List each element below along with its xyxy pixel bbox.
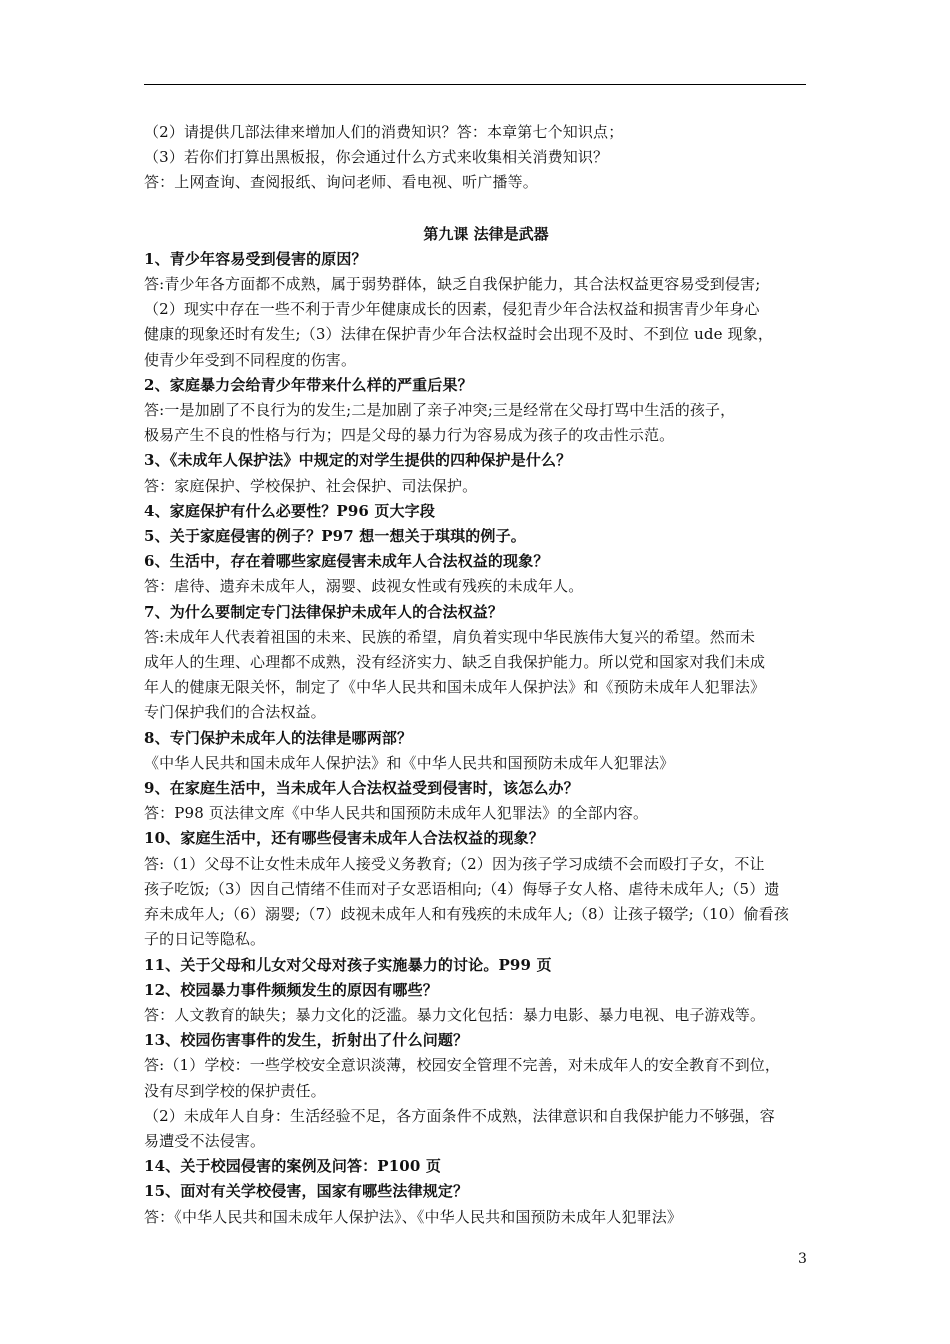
qa-list <box>144 247 808 1230</box>
answer-line: 答:（1）学校：一些学校安全意识淡薄，校园安全管理不完善，对未成年人的安全教育不到位， <box>144 1056 781 1075</box>
lesson-title: 第九课 法律是武器 <box>423 224 549 243</box>
answer-line: （2）未成年人自身：生活经验不足，各方面条件不成熟，法律意识和自我保护能力不够强，容 <box>144 1106 775 1125</box>
qa-item <box>144 600 808 726</box>
question: 6、生活中，存在着哪些家庭侵害未成年人合法权益的现象？ <box>144 552 549 571</box>
qa-item <box>144 1154 808 1179</box>
answer-line: 答：家庭保护、学校保护、社会保护、司法保护。 <box>144 476 478 495</box>
question: 1、青少年容易受到侵害的原因？ <box>144 249 367 268</box>
question: 12、校园暴力事件频频发生的原因有哪些？ <box>144 980 438 999</box>
qa-item <box>144 524 808 549</box>
answer-line: 健康的现象还时有发生;（3）法律在保护青少年合法权益时会出现不及时、不到位 ude 现象， <box>144 325 774 344</box>
answer-line: 成年人的生理、心理都不成熟，没有经济实力、缺乏自我保护能力。所以党和国家对我们未成 <box>144 653 766 672</box>
header-rule <box>144 84 806 85</box>
intro-line: （2）请提供几部法律来增加人们的消费知识？答：本章第七个知识点； <box>144 123 624 141</box>
question: 11、关于父母和儿女对父母对孩子实施暴力的讨论。P99 页 <box>144 955 552 974</box>
qa-item <box>144 953 808 978</box>
answer-line: 《中华人民共和国未成年人保护法》和《中华人民共和国预防未成年人犯罪法》 <box>144 753 675 772</box>
qa-item <box>144 549 808 599</box>
question: 2、家庭暴力会给青少年带来什么样的严重后果？ <box>144 375 473 394</box>
answer-line: 极易产生不良的性格与行为；四是父母的暴力行为容易成为孩子的攻击性示范。 <box>144 426 675 445</box>
question: 7、为什么要制定专门法律保护未成年人的合法权益？ <box>144 602 504 621</box>
qa-item <box>144 978 808 1028</box>
intro-line: 答：上网查询、查阅报纸、询问老师、看电视、听广播等。 <box>144 173 538 192</box>
answer-line: 没有尽到学校的保护责任。 <box>144 1081 326 1100</box>
answer-line: 答:（1）父母不让女性未成年人接受义务教育;（2）因为孩子学习成绩不会而殴打子女，不让 <box>144 854 765 873</box>
answer-line: （2）现实中存在一些不利于青少年健康成长的因素，侵犯青少年合法权益和损害青少年身心 <box>144 300 760 319</box>
answer-line: 答:一是加剧了不良行为的发生;二是加剧了亲子冲突;三是经常在父母打骂中生活的孩子， <box>144 401 736 420</box>
question: 5、关于家庭侵害的例子？P97 想一想关于琪琪的例子。 <box>144 527 526 546</box>
question: 8、专门保护未成年人的法律是哪两部？ <box>144 728 413 747</box>
answer-line: 答：人文教育的缺失；暴力文化的泛滥。暴力文化包括：暴力电影、暴力电视、电子游戏等。 <box>144 1005 766 1024</box>
answer-line: 子的日记等隐私。 <box>144 930 266 949</box>
qa-item <box>144 776 808 826</box>
answer-line: 答:青少年各方面都不成熟，属于弱势群体，缺乏自我保护能力，其合法权益更容易受到侵害; <box>144 275 761 294</box>
qa-item <box>144 1028 808 1154</box>
page-number: 3 <box>798 1251 807 1267</box>
qa-item <box>144 726 808 776</box>
answer-line: 弃未成年人;（6）溺婴;（7）歧视未成年人和有残疾的未成年人;（8）让孩子辍学;（10）偷看孩 <box>144 905 789 924</box>
question: 13、校园伤害事件的发生，折射出了什么问题？ <box>144 1031 469 1050</box>
question: 14、关于校园侵害的案例及问答：P100 页 <box>144 1157 441 1176</box>
answer-line: 答：P98 页法律文库《中华人民共和国预防未成年人犯罪法》的全部内容。 <box>144 804 649 823</box>
qa-item <box>144 448 808 498</box>
answer-line: 使青少年受到不同程度的伤害。 <box>144 350 357 369</box>
qa-item <box>144 373 808 449</box>
intro-line: （3）若你们打算出黑板报，你会通过什么方式来收集相关消费知识？ <box>144 148 609 167</box>
answer-line: 专门保护我们的合法权益。 <box>144 703 326 722</box>
question: 4、家庭保护有什么必要性？P96 页大字段 <box>144 501 435 520</box>
question: 3、《未成年人保护法》中规定的对学生提供的四种保护是什么？ <box>144 451 572 470</box>
question: 9、在家庭生活中，当未成年人合法权益受到侵害时，该怎么办？ <box>144 779 579 798</box>
question: 10、家庭生活中，还有哪些侵害未成年人合法权益的现象？ <box>144 829 544 848</box>
question: 15、面对有关学校侵害，国家有哪些法律规定？ <box>144 1182 469 1201</box>
answer-line: 易遭受不法侵害。 <box>144 1131 266 1150</box>
qa-item <box>144 1179 808 1229</box>
qa-item <box>144 826 808 952</box>
qa-item <box>144 499 808 524</box>
answer-line: 答：虐待、遗弃未成年人，溺婴、歧视女性或有残疾的未成年人。 <box>144 577 584 596</box>
answer-line: 答：《中华人民共和国未成年人保护法》、《中华人民共和国预防未成年人犯罪法》 <box>144 1207 683 1226</box>
qa-item <box>144 247 808 373</box>
document-body <box>144 120 808 1230</box>
answer-line: 孩子吃饭;（3）因自己情绪不佳而对子女恶语相向;（4）侮辱子女人格、虐待未成年人;（5）遗 <box>144 879 780 898</box>
answer-line: 答:未成年人代表着祖国的未来、民族的希望，肩负着实现中华民族伟大复兴的希望。然而未 <box>144 627 756 646</box>
answer-line: 年人的健康无限关怀，制定了《中华人民共和国未成年人保护法》和《预防未成年人犯罪法》 <box>144 678 766 697</box>
intro-section <box>144 120 808 196</box>
